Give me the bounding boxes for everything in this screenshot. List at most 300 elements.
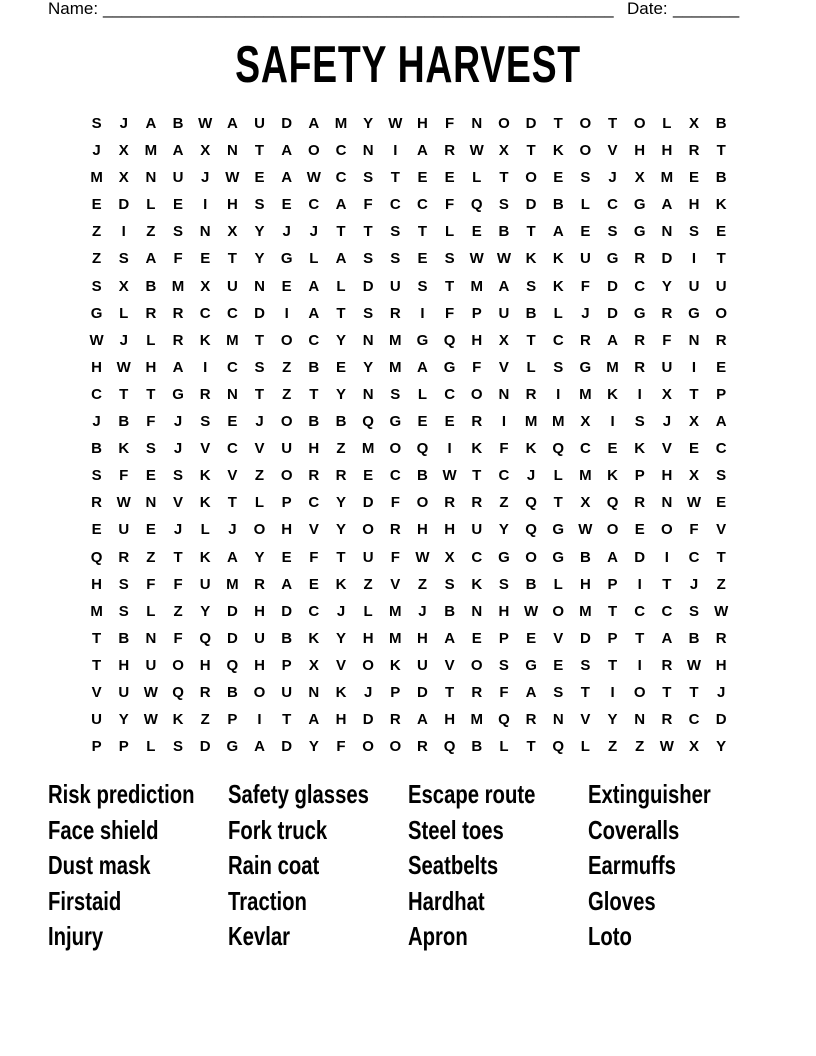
grid-letter[interactable]: C xyxy=(389,467,401,485)
grid-letter[interactable]: Z xyxy=(417,575,428,593)
grid-letter[interactable]: S xyxy=(118,575,129,593)
grid-letter[interactable]: W xyxy=(116,494,131,512)
grid-letter[interactable]: H xyxy=(498,602,510,620)
grid-letter[interactable]: L xyxy=(336,277,346,295)
grid-letter[interactable]: E xyxy=(335,358,346,376)
grid-letter[interactable]: A xyxy=(281,142,293,160)
grid-letter[interactable]: S xyxy=(444,575,455,593)
grid-letter[interactable]: A xyxy=(661,196,673,214)
grid-letter[interactable]: M xyxy=(579,385,592,403)
grid-letter[interactable]: Z xyxy=(200,711,210,729)
grid-letter[interactable]: Q xyxy=(443,738,456,756)
grid-letter[interactable]: T xyxy=(91,656,102,674)
grid-letter[interactable]: R xyxy=(634,331,646,349)
grid-letter[interactable]: G xyxy=(498,548,510,566)
grid-letter[interactable]: A xyxy=(226,115,238,132)
grid-letter[interactable]: R xyxy=(471,413,483,431)
grid-letter[interactable]: T xyxy=(607,656,618,674)
grid-letter[interactable]: L xyxy=(472,169,482,187)
grid-letter[interactable]: R xyxy=(525,711,537,729)
grid-letter[interactable]: Z xyxy=(282,385,292,403)
grid-letter[interactable]: N xyxy=(362,331,374,349)
grid-letter[interactable]: H xyxy=(417,521,428,539)
grid-letter[interactable]: O xyxy=(280,467,293,485)
grid-letter[interactable]: Y xyxy=(335,521,346,539)
grid-letter[interactable]: K xyxy=(199,548,211,566)
grid-letter[interactable]: A xyxy=(607,548,618,566)
grid-letter[interactable]: U xyxy=(688,277,700,295)
grid-letter[interactable]: D xyxy=(199,738,211,756)
grid-letter[interactable]: E xyxy=(634,521,645,539)
grid-letter[interactable]: U xyxy=(91,711,102,729)
grid-letter[interactable]: Q xyxy=(362,413,374,431)
grid-letter[interactable]: O xyxy=(470,385,483,403)
grid-letter[interactable]: U xyxy=(715,277,727,295)
grid-letter[interactable]: F xyxy=(173,629,183,647)
grid-letter[interactable]: N xyxy=(362,142,374,160)
grid-letter[interactable]: J xyxy=(228,521,237,539)
grid-letter[interactable]: D xyxy=(118,196,130,214)
grid-letter[interactable]: B xyxy=(498,223,510,241)
grid-letter[interactable]: G xyxy=(552,521,565,539)
grid-letter[interactable]: V xyxy=(308,521,319,539)
grid-letter[interactable]: I xyxy=(203,358,208,376)
grid-letter[interactable]: O xyxy=(606,521,619,539)
grid-letter[interactable]: W xyxy=(469,142,484,160)
grid-letter[interactable]: N xyxy=(199,223,211,241)
grid-letter[interactable]: R xyxy=(172,331,184,349)
grid-letter[interactable]: J xyxy=(309,223,318,241)
grid-letter[interactable]: J xyxy=(282,223,291,241)
grid-letter[interactable]: E xyxy=(281,277,292,295)
grid-letter[interactable]: R xyxy=(389,304,401,322)
grid-letter[interactable]: T xyxy=(499,169,509,187)
grid-letter[interactable]: T xyxy=(662,683,672,701)
grid-letter[interactable]: R xyxy=(254,575,265,593)
grid-letter[interactable]: Y xyxy=(335,331,346,349)
grid-letter[interactable]: E xyxy=(281,548,292,566)
grid-letter[interactable]: B xyxy=(417,467,428,485)
grid-letter[interactable]: V xyxy=(661,440,672,458)
grid-letter[interactable]: M xyxy=(660,169,674,187)
grid-letter[interactable]: A xyxy=(254,738,265,756)
grid-letter[interactable]: J xyxy=(173,440,183,458)
grid-letter[interactable]: W xyxy=(714,602,729,620)
grid-letter[interactable]: A xyxy=(525,683,537,701)
grid-letter[interactable]: N xyxy=(308,683,320,701)
grid-letter[interactable]: Z xyxy=(607,738,618,756)
grid-letter[interactable]: X xyxy=(118,169,129,187)
grid-letter[interactable]: J xyxy=(173,413,183,431)
grid-letter[interactable]: K xyxy=(199,494,211,512)
grid-letter[interactable]: C xyxy=(715,440,727,458)
grid-letter[interactable]: A xyxy=(172,142,184,160)
word-search-grid[interactable] xyxy=(83,110,745,760)
grid-letter[interactable]: P xyxy=(227,711,238,729)
grid-letter[interactable]: K xyxy=(335,575,347,593)
grid-letter[interactable]: O xyxy=(253,683,266,701)
grid-letter[interactable]: N xyxy=(661,494,673,512)
grid-letter[interactable]: J xyxy=(255,413,264,431)
grid-letter[interactable]: N xyxy=(471,602,483,620)
grid-letter[interactable]: A xyxy=(172,358,184,376)
grid-letter[interactable]: K xyxy=(552,142,564,160)
grid-letter[interactable]: L xyxy=(146,331,156,349)
grid-letter[interactable]: K xyxy=(471,440,483,458)
grid-letter[interactable]: P xyxy=(281,494,292,512)
grid-letter[interactable]: R xyxy=(661,304,673,322)
grid-letter[interactable]: S xyxy=(417,277,428,295)
grid-letter[interactable]: R xyxy=(118,548,130,566)
grid-letter[interactable]: N xyxy=(634,711,646,729)
grid-letter[interactable]: F xyxy=(390,494,400,512)
grid-letter[interactable]: C xyxy=(471,548,483,566)
grid-letter[interactable]: J xyxy=(608,169,617,187)
grid-letter[interactable]: A xyxy=(335,196,347,214)
grid-letter[interactable]: W xyxy=(225,169,240,187)
grid-letter[interactable]: A xyxy=(444,629,456,647)
grid-letter[interactable]: R xyxy=(172,304,184,322)
grid-letter[interactable]: C xyxy=(579,440,591,458)
grid-letter[interactable]: K xyxy=(389,656,401,674)
grid-letter[interactable]: W xyxy=(143,683,158,701)
grid-letter[interactable]: C xyxy=(308,196,320,214)
grid-letter[interactable]: Z xyxy=(146,548,156,566)
grid-letter[interactable]: D xyxy=(661,250,673,268)
grid-letter[interactable]: L xyxy=(146,196,156,214)
grid-letter[interactable]: R xyxy=(444,494,456,512)
grid-letter[interactable]: V xyxy=(580,711,591,729)
grid-letter[interactable]: Y xyxy=(200,602,211,620)
grid-letter[interactable]: G xyxy=(579,358,592,376)
grid-letter[interactable]: T xyxy=(336,304,346,322)
grid-letter[interactable]: S xyxy=(254,196,265,214)
grid-letter[interactable]: X xyxy=(634,169,645,187)
grid-letter[interactable]: O xyxy=(416,494,429,512)
grid-letter[interactable]: J xyxy=(92,142,101,160)
grid-letter[interactable]: Z xyxy=(363,575,373,593)
grid-letter[interactable]: P xyxy=(91,738,102,756)
grid-letter[interactable]: L xyxy=(309,250,319,268)
grid-letter[interactable]: C xyxy=(308,602,320,620)
grid-letter[interactable]: R xyxy=(688,142,700,160)
grid-letter[interactable]: X xyxy=(689,467,700,485)
grid-letter[interactable]: Q xyxy=(498,711,510,729)
grid-letter[interactable]: Z xyxy=(146,223,156,241)
grid-letter[interactable]: M xyxy=(389,331,402,349)
grid-letter[interactable]: O xyxy=(633,683,646,701)
grid-letter[interactable]: T xyxy=(309,385,319,403)
grid-letter[interactable]: H xyxy=(254,602,265,620)
grid-letter[interactable]: A xyxy=(417,142,428,160)
grid-letter[interactable]: A xyxy=(552,223,564,241)
grid-letter[interactable]: F xyxy=(173,575,183,593)
grid-letter[interactable]: U xyxy=(118,521,130,539)
grid-letter[interactable]: M xyxy=(361,440,375,458)
grid-letter[interactable]: V xyxy=(173,494,184,512)
grid-letter[interactable]: K xyxy=(199,331,211,349)
grid-letter[interactable]: U xyxy=(362,548,374,566)
grid-letter[interactable]: M xyxy=(389,629,402,647)
grid-letter[interactable]: Q xyxy=(172,683,184,701)
grid-letter[interactable]: H xyxy=(254,656,265,674)
grid-letter[interactable]: H xyxy=(634,142,646,160)
grid-letter[interactable]: X xyxy=(200,277,211,295)
grid-letter[interactable]: M xyxy=(334,115,348,132)
grid-letter[interactable]: K xyxy=(335,683,347,701)
grid-letter[interactable]: K xyxy=(552,277,564,295)
grid-letter[interactable]: E xyxy=(553,169,564,187)
grid-letter[interactable]: T xyxy=(635,629,645,647)
grid-letter[interactable]: I xyxy=(664,548,669,566)
grid-letter[interactable]: S xyxy=(390,385,401,403)
grid-letter[interactable]: K xyxy=(552,250,564,268)
grid-letter[interactable]: Y xyxy=(335,494,346,512)
grid-letter[interactable]: S xyxy=(173,467,184,485)
grid-letter[interactable]: Q xyxy=(443,331,456,349)
grid-letter[interactable]: G xyxy=(688,304,700,322)
grid-letter[interactable]: U xyxy=(118,683,130,701)
grid-letter[interactable]: C xyxy=(688,711,700,729)
grid-letter[interactable]: L xyxy=(119,304,129,322)
grid-letter[interactable]: X xyxy=(580,413,591,431)
grid-letter[interactable]: S xyxy=(498,196,509,214)
grid-letter[interactable]: R xyxy=(715,331,727,349)
grid-letter[interactable]: Q xyxy=(525,494,537,512)
grid-letter[interactable]: E xyxy=(607,440,618,458)
grid-letter[interactable]: I xyxy=(447,440,452,458)
grid-letter[interactable]: R xyxy=(444,142,456,160)
grid-letter[interactable]: S xyxy=(363,304,374,322)
grid-letter[interactable]: B xyxy=(335,413,347,431)
grid-letter[interactable]: T xyxy=(526,738,536,756)
grid-letter[interactable]: B xyxy=(525,304,537,322)
grid-letter[interactable]: R xyxy=(661,656,673,674)
grid-letter[interactable]: A xyxy=(661,629,673,647)
grid-letter[interactable]: H xyxy=(91,358,102,376)
grid-letter[interactable]: Y xyxy=(118,711,129,729)
grid-letter[interactable]: O xyxy=(579,142,592,160)
grid-letter[interactable]: Q xyxy=(226,656,239,674)
grid-letter[interactable]: E xyxy=(689,440,700,458)
grid-letter[interactable]: R xyxy=(661,711,673,729)
grid-letter[interactable]: P xyxy=(634,467,645,485)
grid-letter[interactable]: B xyxy=(715,169,727,187)
grid-letter[interactable]: I xyxy=(556,385,561,403)
grid-letter[interactable]: W xyxy=(686,656,702,674)
grid-letter[interactable]: S xyxy=(553,683,564,701)
grid-letter[interactable]: I xyxy=(501,413,506,431)
grid-letter[interactable]: V xyxy=(716,521,727,539)
grid-letter[interactable]: H xyxy=(471,331,483,349)
grid-letter[interactable]: M xyxy=(389,358,402,376)
grid-letter[interactable]: I xyxy=(203,196,208,214)
grid-letter[interactable]: V xyxy=(335,656,346,674)
grid-letter[interactable]: C xyxy=(226,440,238,458)
grid-letter[interactable]: H xyxy=(281,521,293,539)
grid-letter[interactable]: E xyxy=(526,629,537,647)
grid-letter[interactable]: N xyxy=(471,115,483,132)
grid-letter[interactable]: V xyxy=(390,575,401,593)
grid-letter[interactable]: L xyxy=(553,304,563,322)
grid-letter[interactable]: N xyxy=(145,494,157,512)
grid-letter[interactable]: W xyxy=(388,115,403,132)
grid-letter[interactable]: N xyxy=(226,142,238,160)
grid-letter[interactable]: C xyxy=(335,142,347,160)
grid-letter[interactable]: E xyxy=(254,169,265,187)
grid-letter[interactable]: J xyxy=(662,413,672,431)
grid-letter[interactable]: J xyxy=(581,304,590,322)
grid-letter[interactable]: T xyxy=(472,467,482,485)
grid-letter[interactable]: K xyxy=(634,440,646,458)
grid-letter[interactable]: F xyxy=(390,548,400,566)
grid-letter[interactable]: C xyxy=(226,358,238,376)
grid-letter[interactable]: V xyxy=(200,440,211,458)
grid-letter[interactable]: Q xyxy=(552,738,565,756)
grid-letter[interactable]: S xyxy=(173,223,184,241)
grid-letter[interactable]: F xyxy=(363,196,373,214)
grid-letter[interactable]: Q xyxy=(416,440,429,458)
grid-letter[interactable]: G xyxy=(90,304,103,322)
grid-letter[interactable]: L xyxy=(662,115,672,132)
grid-letter[interactable]: R xyxy=(308,467,320,485)
grid-letter[interactable]: L xyxy=(146,738,156,756)
grid-letter[interactable]: O xyxy=(525,548,537,566)
grid-letter[interactable]: G xyxy=(389,413,402,431)
grid-letter[interactable]: A xyxy=(308,277,320,295)
grid-letter[interactable]: O xyxy=(362,738,374,756)
grid-letter[interactable]: W xyxy=(523,602,539,620)
grid-letter[interactable]: C xyxy=(607,196,618,214)
grid-letter[interactable]: T xyxy=(526,142,536,160)
grid-letter[interactable]: L xyxy=(363,602,373,620)
grid-letter[interactable]: T xyxy=(716,142,726,160)
grid-letter[interactable]: S xyxy=(118,602,129,620)
grid-letter[interactable]: T xyxy=(716,548,726,566)
grid-letter[interactable]: I xyxy=(393,142,398,160)
grid-letter[interactable]: H xyxy=(417,629,428,647)
grid-letter[interactable]: R xyxy=(417,738,428,756)
grid-letter[interactable]: R xyxy=(471,683,483,701)
grid-letter[interactable]: D xyxy=(226,629,238,647)
grid-letter[interactable]: I xyxy=(637,385,642,403)
grid-letter[interactable]: W xyxy=(306,169,321,187)
grid-letter[interactable]: C xyxy=(498,467,510,485)
grid-letter[interactable]: I xyxy=(284,304,289,322)
grid-letter[interactable]: Z xyxy=(716,575,726,593)
grid-letter[interactable]: Y xyxy=(254,548,265,566)
grid-letter[interactable]: K xyxy=(199,467,211,485)
grid-letter[interactable]: U xyxy=(226,277,238,295)
grid-letter[interactable]: X xyxy=(689,738,700,756)
grid-letter[interactable]: Y xyxy=(308,738,319,756)
grid-letter[interactable]: L xyxy=(580,738,590,756)
grid-letter[interactable]: E xyxy=(200,250,211,268)
grid-letter[interactable]: J xyxy=(173,521,183,539)
grid-letter[interactable]: C xyxy=(308,494,320,512)
grid-letter[interactable]: Q xyxy=(470,196,483,214)
grid-letter[interactable]: H xyxy=(308,440,320,458)
grid-letter[interactable]: J xyxy=(119,331,128,349)
grid-letter[interactable]: X xyxy=(580,494,591,512)
grid-letter[interactable]: G xyxy=(280,250,293,268)
grid-letter[interactable]: A xyxy=(417,358,428,376)
grid-letter[interactable]: Z xyxy=(499,494,509,512)
grid-letter[interactable]: C xyxy=(444,385,456,403)
grid-letter[interactable]: Z xyxy=(91,250,102,268)
grid-letter[interactable]: F xyxy=(146,575,156,593)
grid-letter[interactable]: E xyxy=(417,413,428,431)
grid-letter[interactable]: C xyxy=(226,304,238,322)
grid-letter[interactable]: S xyxy=(526,277,537,295)
grid-letter[interactable]: A xyxy=(715,413,727,431)
grid-letter[interactable]: W xyxy=(686,494,702,512)
grid-letter[interactable]: D xyxy=(525,115,537,132)
grid-letter[interactable]: M xyxy=(226,331,239,349)
grid-letter[interactable]: K xyxy=(471,575,483,593)
grid-letter[interactable]: F xyxy=(445,196,455,214)
grid-letter[interactable]: C xyxy=(552,331,564,349)
grid-letter[interactable]: R xyxy=(525,385,537,403)
grid-letter[interactable]: R xyxy=(471,494,483,512)
grid-letter[interactable]: O xyxy=(280,331,293,349)
grid-letter[interactable]: I xyxy=(257,711,262,729)
grid-letter[interactable]: F xyxy=(499,683,509,701)
grid-letter[interactable]: K xyxy=(172,711,184,729)
grid-letter[interactable]: A xyxy=(498,277,510,295)
grid-letter[interactable]: R xyxy=(91,494,102,512)
grid-letter[interactable]: B xyxy=(118,413,130,431)
grid-letter[interactable]: T xyxy=(173,548,183,566)
grid-letter[interactable]: E xyxy=(281,196,292,214)
grid-letter[interactable]: L xyxy=(526,358,536,376)
grid-letter[interactable]: D xyxy=(226,602,238,620)
grid-letter[interactable]: F xyxy=(662,331,672,349)
grid-letter[interactable]: T xyxy=(553,115,563,132)
grid-letter[interactable]: R xyxy=(335,467,347,485)
grid-letter[interactable]: B xyxy=(579,548,591,566)
grid-letter[interactable]: Q xyxy=(90,548,103,566)
grid-letter[interactable]: S xyxy=(498,575,509,593)
grid-letter[interactable]: E xyxy=(444,169,455,187)
grid-letter[interactable]: E xyxy=(417,250,428,268)
grid-letter[interactable]: T xyxy=(254,385,265,403)
grid-letter[interactable]: C xyxy=(661,602,673,620)
grid-letter[interactable]: R xyxy=(199,683,211,701)
grid-letter[interactable]: O xyxy=(498,115,510,132)
grid-letter[interactable]: X xyxy=(308,656,319,674)
grid-letter[interactable]: M xyxy=(144,142,158,160)
grid-letter[interactable]: S xyxy=(498,656,509,674)
grid-letter[interactable]: M xyxy=(579,602,592,620)
grid-letter[interactable]: G xyxy=(552,548,565,566)
grid-letter[interactable]: B xyxy=(118,629,130,647)
grid-letter[interactable]: D xyxy=(634,548,646,566)
grid-letter[interactable]: C xyxy=(688,548,700,566)
grid-letter[interactable]: Z xyxy=(91,223,102,241)
grid-letter[interactable]: H xyxy=(444,711,456,729)
grid-letter[interactable]: T xyxy=(689,385,699,403)
grid-letter[interactable]: A xyxy=(145,115,157,132)
grid-letter[interactable]: E xyxy=(145,521,156,539)
grid-letter[interactable]: S xyxy=(716,467,727,485)
grid-letter[interactable]: F xyxy=(336,738,346,756)
grid-letter[interactable]: T xyxy=(91,629,102,647)
grid-letter[interactable]: F xyxy=(445,304,455,322)
grid-letter[interactable]: X xyxy=(118,142,129,160)
grid-letter[interactable]: R xyxy=(199,385,211,403)
grid-letter[interactable]: S xyxy=(689,223,700,241)
